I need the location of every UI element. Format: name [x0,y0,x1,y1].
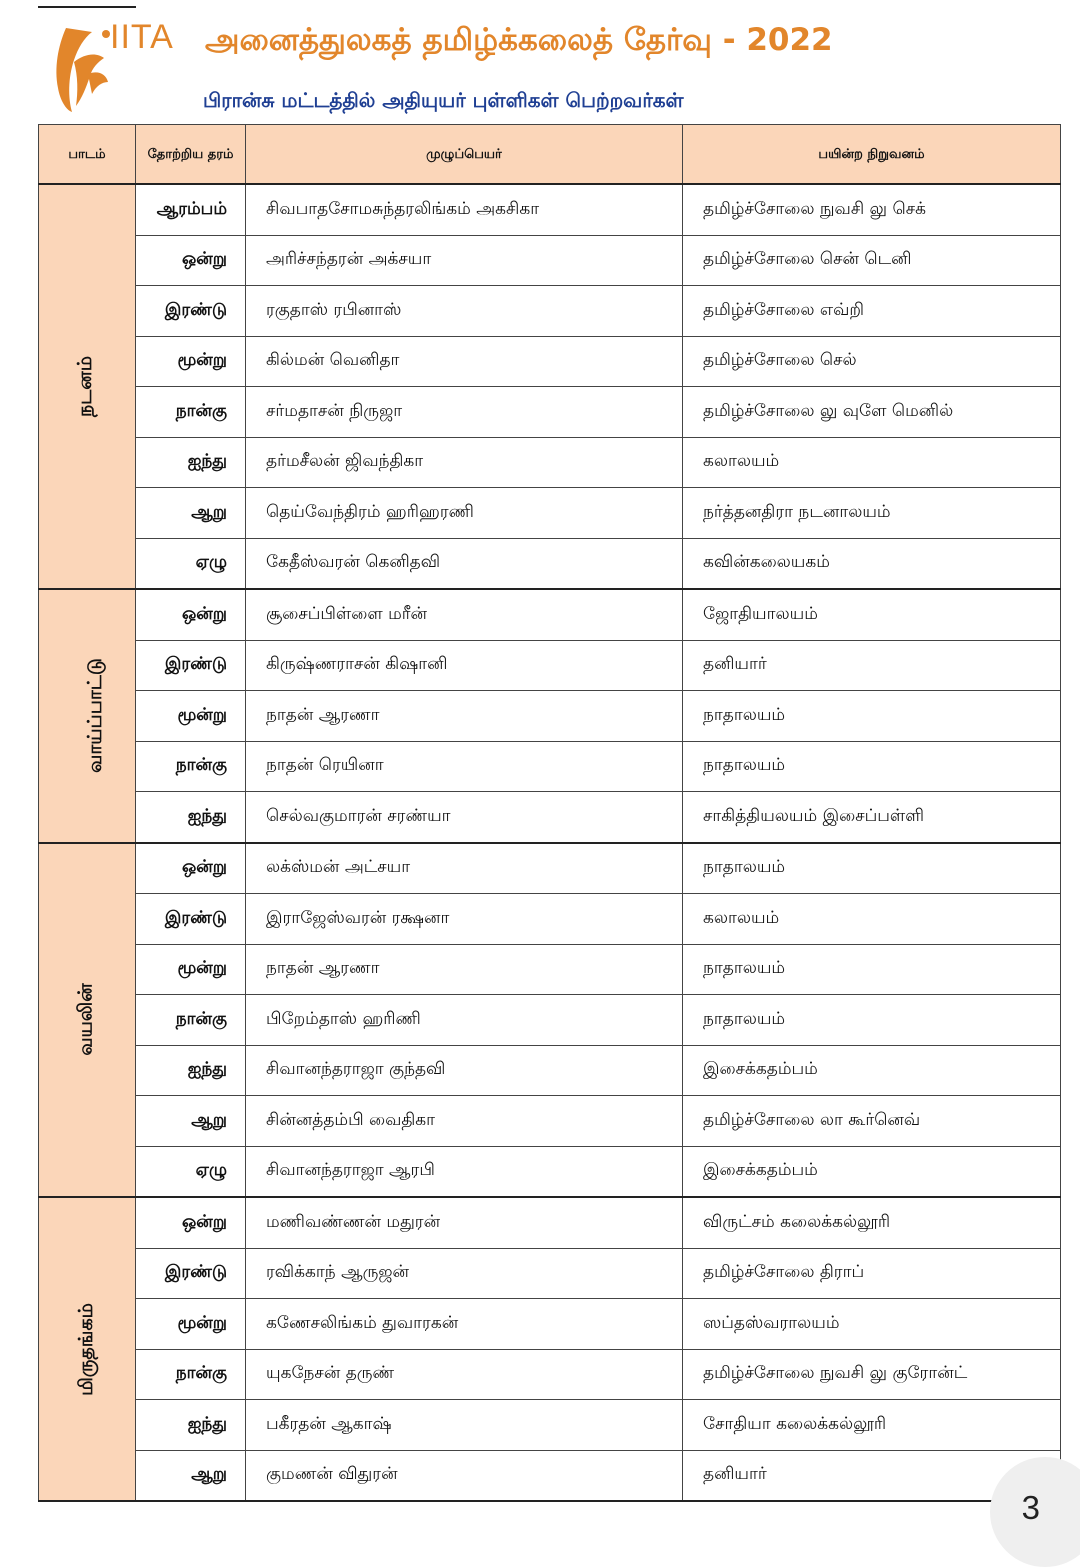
name-cell: ரவிக்காந் ஆருஜன் [246,1248,683,1299]
grade-cell: ஆறு [136,488,246,539]
table-row [39,741,1061,792]
logo-text: IITA [110,18,174,56]
name-cell: சிவானந்தராஜா குந்தவி [246,1045,683,1096]
name-cell: யுகநேசன் தருண் [246,1349,683,1400]
table-row [39,1045,1061,1096]
institute-cell: ஸப்தஸ்வராலயம் [683,1299,1061,1350]
institute-cell: சாகித்தியலயம் இசைப்பள்ளி [683,792,1061,843]
table-row [39,235,1061,286]
results-table [38,124,1061,1502]
top-rule [38,6,136,8]
institute-cell: நாதாலயம் [683,741,1061,792]
subject-label: நடனம் [74,355,97,418]
grade-cell: இரண்டு [136,286,246,337]
table-row [39,387,1061,438]
institute-cell: தமிழ்ச்சோலை லு வுளே மெனில் [683,387,1061,438]
institute-cell: தமிழ்ச்சோலை திராப் [683,1248,1061,1299]
institute-cell: நாதாலயம் [683,995,1061,1046]
name-cell: கேதீஸ்வரன் கெனிதவி [246,538,683,589]
institute-cell: நர்த்தனதிரா நடனாலயம் [683,488,1061,539]
subject-cell-mridangam [39,1197,136,1501]
institute-cell: நாதாலயம் [683,944,1061,995]
name-cell: கிருஷ்ணராசன் கிஷானி [246,640,683,691]
institute-cell: தமிழ்ச்சோலை லா கூர்னெவ் [683,1096,1061,1147]
grade-cell: ஐந்து [136,1045,246,1096]
grade-cell: இரண்டு [136,1248,246,1299]
name-cell: கில்மன் வெனிதா [246,336,683,387]
table-row [39,1197,1061,1248]
name-cell: சிவபாதசோமசுந்தரலிங்கம் அகசிகா [246,184,683,235]
grade-cell: நான்கு [136,387,246,438]
name-cell: இராஜேஸ்வரன் ரக்ஷனா [246,894,683,945]
table-row [39,640,1061,691]
name-cell: பகீரதன் ஆகாஷ் [246,1400,683,1451]
name-cell: நாதன் ரெயினா [246,741,683,792]
grade-cell: ஐந்து [136,792,246,843]
column-header-institute: பயின்ற நிறுவனம் [683,125,1061,185]
grade-cell: ஐந்து [136,1400,246,1451]
institute-cell: தமிழ்ச்சோலை நுவசி லு குரோன்ட் [683,1349,1061,1400]
grade-cell: நான்கு [136,1349,246,1400]
grade-cell: ஆறு [136,1450,246,1501]
table-row [39,894,1061,945]
table-row [39,336,1061,387]
page-subtitle: பிரான்சு மட்டத்தில் அதியுயர் புள்ளிகள் பெற்றவர்கள் [203,88,684,112]
name-cell: செல்வகுமாரன் சரண்யா [246,792,683,843]
institute-cell: தமிழ்ச்சோலை நுவசி லு செக் [683,184,1061,235]
name-cell: தெய்வேந்திரம் ஹரிஹரணி [246,488,683,539]
table-row [39,1299,1061,1350]
table-row [39,691,1061,742]
grade-cell: ஒன்று [136,589,246,640]
page-title: அனைத்துலகத் தமிழ்க்கலைத் தேர்வு - 2022 [205,22,833,58]
grade-cell: ஆறு [136,1096,246,1147]
grade-cell: ஏழு [136,538,246,589]
table-row [39,538,1061,589]
grade-cell: ஐந்து [136,437,246,488]
subject-label: மிருதங்கம் [74,1302,97,1396]
table-header-row [39,125,1061,185]
grade-cell: இரண்டு [136,894,246,945]
name-cell: நாதன் ஆரணா [246,691,683,742]
name-cell: அரிச்சந்தரன் அக்சயா [246,235,683,286]
institute-cell: கலாலயம் [683,894,1061,945]
grade-cell: ஒன்று [136,843,246,894]
table-row [39,995,1061,1046]
subject-cell-dance [39,184,136,589]
page-number: 3 [1021,1489,1040,1526]
institute-cell: தனியார் [683,1450,1061,1501]
grade-cell: ஒன்று [136,235,246,286]
table-row [39,286,1061,337]
name-cell: சின்னத்தம்பி வைதிகா [246,1096,683,1147]
name-cell: சர்மதாசன் நிருஜா [246,387,683,438]
table-row [39,944,1061,995]
table-row [39,437,1061,488]
grade-cell: ஆரம்பம் [136,184,246,235]
table-row [39,184,1061,235]
institute-cell: இசைக்கதம்பம் [683,1146,1061,1197]
table-row [39,1248,1061,1299]
institute-cell: ஜோதியாலயம் [683,589,1061,640]
institute-cell: கலாலயம் [683,437,1061,488]
institute-cell: தனியார் [683,640,1061,691]
subject-label: வயலின் [74,983,97,1056]
name-cell: சிவானந்தராஜா ஆரபி [246,1146,683,1197]
column-header-grade: தோற்றிய தரம் [136,125,246,185]
subject-label: வாய்ப்பாட்டு [83,658,106,774]
name-cell: குமணன் விதுரன் [246,1450,683,1501]
institute-cell: தமிழ்ச்சோலை சென் டெனி [683,235,1061,286]
grade-cell: நான்கு [136,741,246,792]
table-row [39,1096,1061,1147]
grade-cell: மூன்று [136,691,246,742]
name-cell: சூசைப்பிள்ளை மரீன் [246,589,683,640]
institute-cell: இசைக்கதம்பம் [683,1045,1061,1096]
table-row [39,843,1061,894]
grade-cell: நான்கு [136,995,246,1046]
name-cell: பிறேம்தாஸ் ஹரிணி [246,995,683,1046]
grade-cell: மூன்று [136,336,246,387]
table-row [39,792,1061,843]
name-cell: நாதன் ஆரணா [246,944,683,995]
table-row [39,589,1061,640]
institute-cell: விருட்சம் கலைக்கல்லூரி [683,1197,1061,1248]
institute-cell: நாதாலயம் [683,843,1061,894]
table-row [39,1349,1061,1400]
subject-cell-vocal [39,589,136,843]
name-cell: கணேசலிங்கம் துவாரகன் [246,1299,683,1350]
column-header-subject: பாடம் [39,125,136,185]
table-row [39,1450,1061,1501]
institute-cell: தமிழ்ச்சோலை செல் [683,336,1061,387]
name-cell: லக்ஸ்மன் அட்சயா [246,843,683,894]
grade-cell: ஏழு [136,1146,246,1197]
institute-cell: நாதாலயம் [683,691,1061,742]
name-cell: ரகுதாஸ் ரபினாஸ் [246,286,683,337]
grade-cell: மூன்று [136,1299,246,1350]
grade-cell: இரண்டு [136,640,246,691]
name-cell: மணிவண்ணன் மதுரன் [246,1197,683,1248]
institute-cell: சோதியா கலைக்கல்லூரி [683,1400,1061,1451]
subject-cell-violin [39,843,136,1198]
table-row [39,1400,1061,1451]
grade-cell: மூன்று [136,944,246,995]
table-row [39,488,1061,539]
institute-cell: கவின்கலையகம் [683,538,1061,589]
column-header-name: முழுப்பெயர் [246,125,683,185]
institute-cell: தமிழ்ச்சோலை எவ்றி [683,286,1061,337]
name-cell: தர்மசீலன் ஜிவந்திகா [246,437,683,488]
grade-cell: ஒன்று [136,1197,246,1248]
table-row [39,1146,1061,1197]
